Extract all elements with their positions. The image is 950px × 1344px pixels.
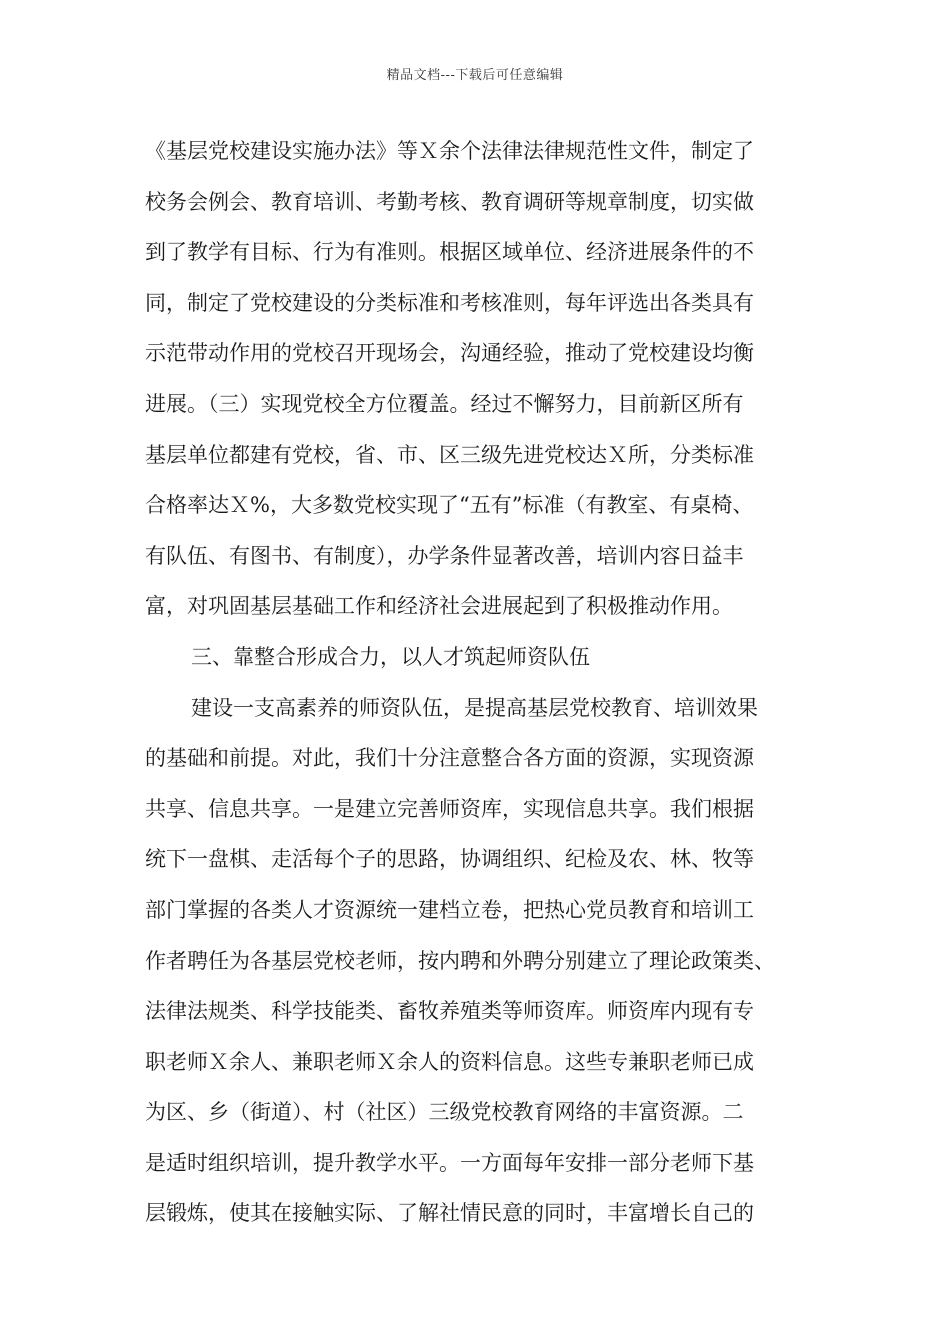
text-line: 是适时组织培训，提升教学水平。一方面每年安排一部分老师下基: [145, 1150, 754, 1175]
text-line: 有队伍、有图书、有制度），办学条件显著改善，培训内容日益丰: [145, 543, 744, 568]
text-line: 的基础和前提。对此，我们十分注意整合各方面的资源，实现资源: [145, 746, 754, 771]
section-heading: 三、靠整合形成合力，以人才筑起师资队伍: [191, 644, 590, 669]
text-line: 富，对巩固基层基础工作和经济社会进展起到了积极推动作用。: [145, 594, 733, 619]
text-line: 基层单位都建有党校，省、市、区三级先进党校达Ｘ所，分类标准: [145, 442, 754, 467]
text-line: 层锻炼，使其在接触实际、了解社情民意的同时，丰富增长自己的: [145, 1201, 754, 1226]
text-line: 为区、乡（街道）、村（社区）三级党校教育网络的丰富资源。二: [145, 1100, 744, 1125]
text-line: 作者聘任为各基层党校老师，按内聘和外聘分别建立了理论政策类、: [145, 948, 775, 973]
text-line: 统下一盘棋、走活每个子的思路，协调组织、纪检及农、林、牧等: [145, 847, 754, 872]
text-line: 到了教学有目标、行为有准则。根据区域单位、经济进展条件的不: [145, 240, 754, 265]
text-line: 示范带动作用的党校召开现场会，沟通经验，推动了党校建设均衡: [145, 341, 754, 366]
text-line: 校务会例会、教育培训、考勤考核、教育调研等规章制度，切实做: [145, 189, 754, 214]
text-line: 建设一支高素养的师资队伍，是提高基层党校教育、培训效果: [191, 695, 758, 720]
text-line: 法律法规类、科学技能类、畜牧养殖类等师资库。师资库内现有专: [145, 999, 754, 1024]
text-line: 部门掌握的各类人才资源统一建档立卷，把热心党员教育和培训工: [145, 897, 754, 922]
text-line: 职老师Ｘ余人、兼职老师Ｘ余人的资料信息。这些专兼职老师已成: [145, 1049, 754, 1074]
text-line: 《基层党校建设实施办法》等Ｘ余个法律法律规范性文件，制定了: [145, 139, 754, 163]
text-line: 合格率达Ｘ%，大多数党校实现了“五有”标准（有教室、有桌椅、: [145, 493, 754, 518]
page-header: 精品文档---下载后可任意编辑: [386, 68, 564, 83]
text-line: 同，制定了党校建设的分类标准和考核准则，每年评选出各类具有: [145, 290, 754, 315]
text-line: 进展。（三）实现党校全方位覆盖。经过不懈努力，目前新区所有: [145, 391, 744, 416]
text-line: 共享、信息共享。一是建立完善师资库，实现信息共享。我们根据: [145, 796, 754, 821]
document-body: [145, 126, 825, 1239]
